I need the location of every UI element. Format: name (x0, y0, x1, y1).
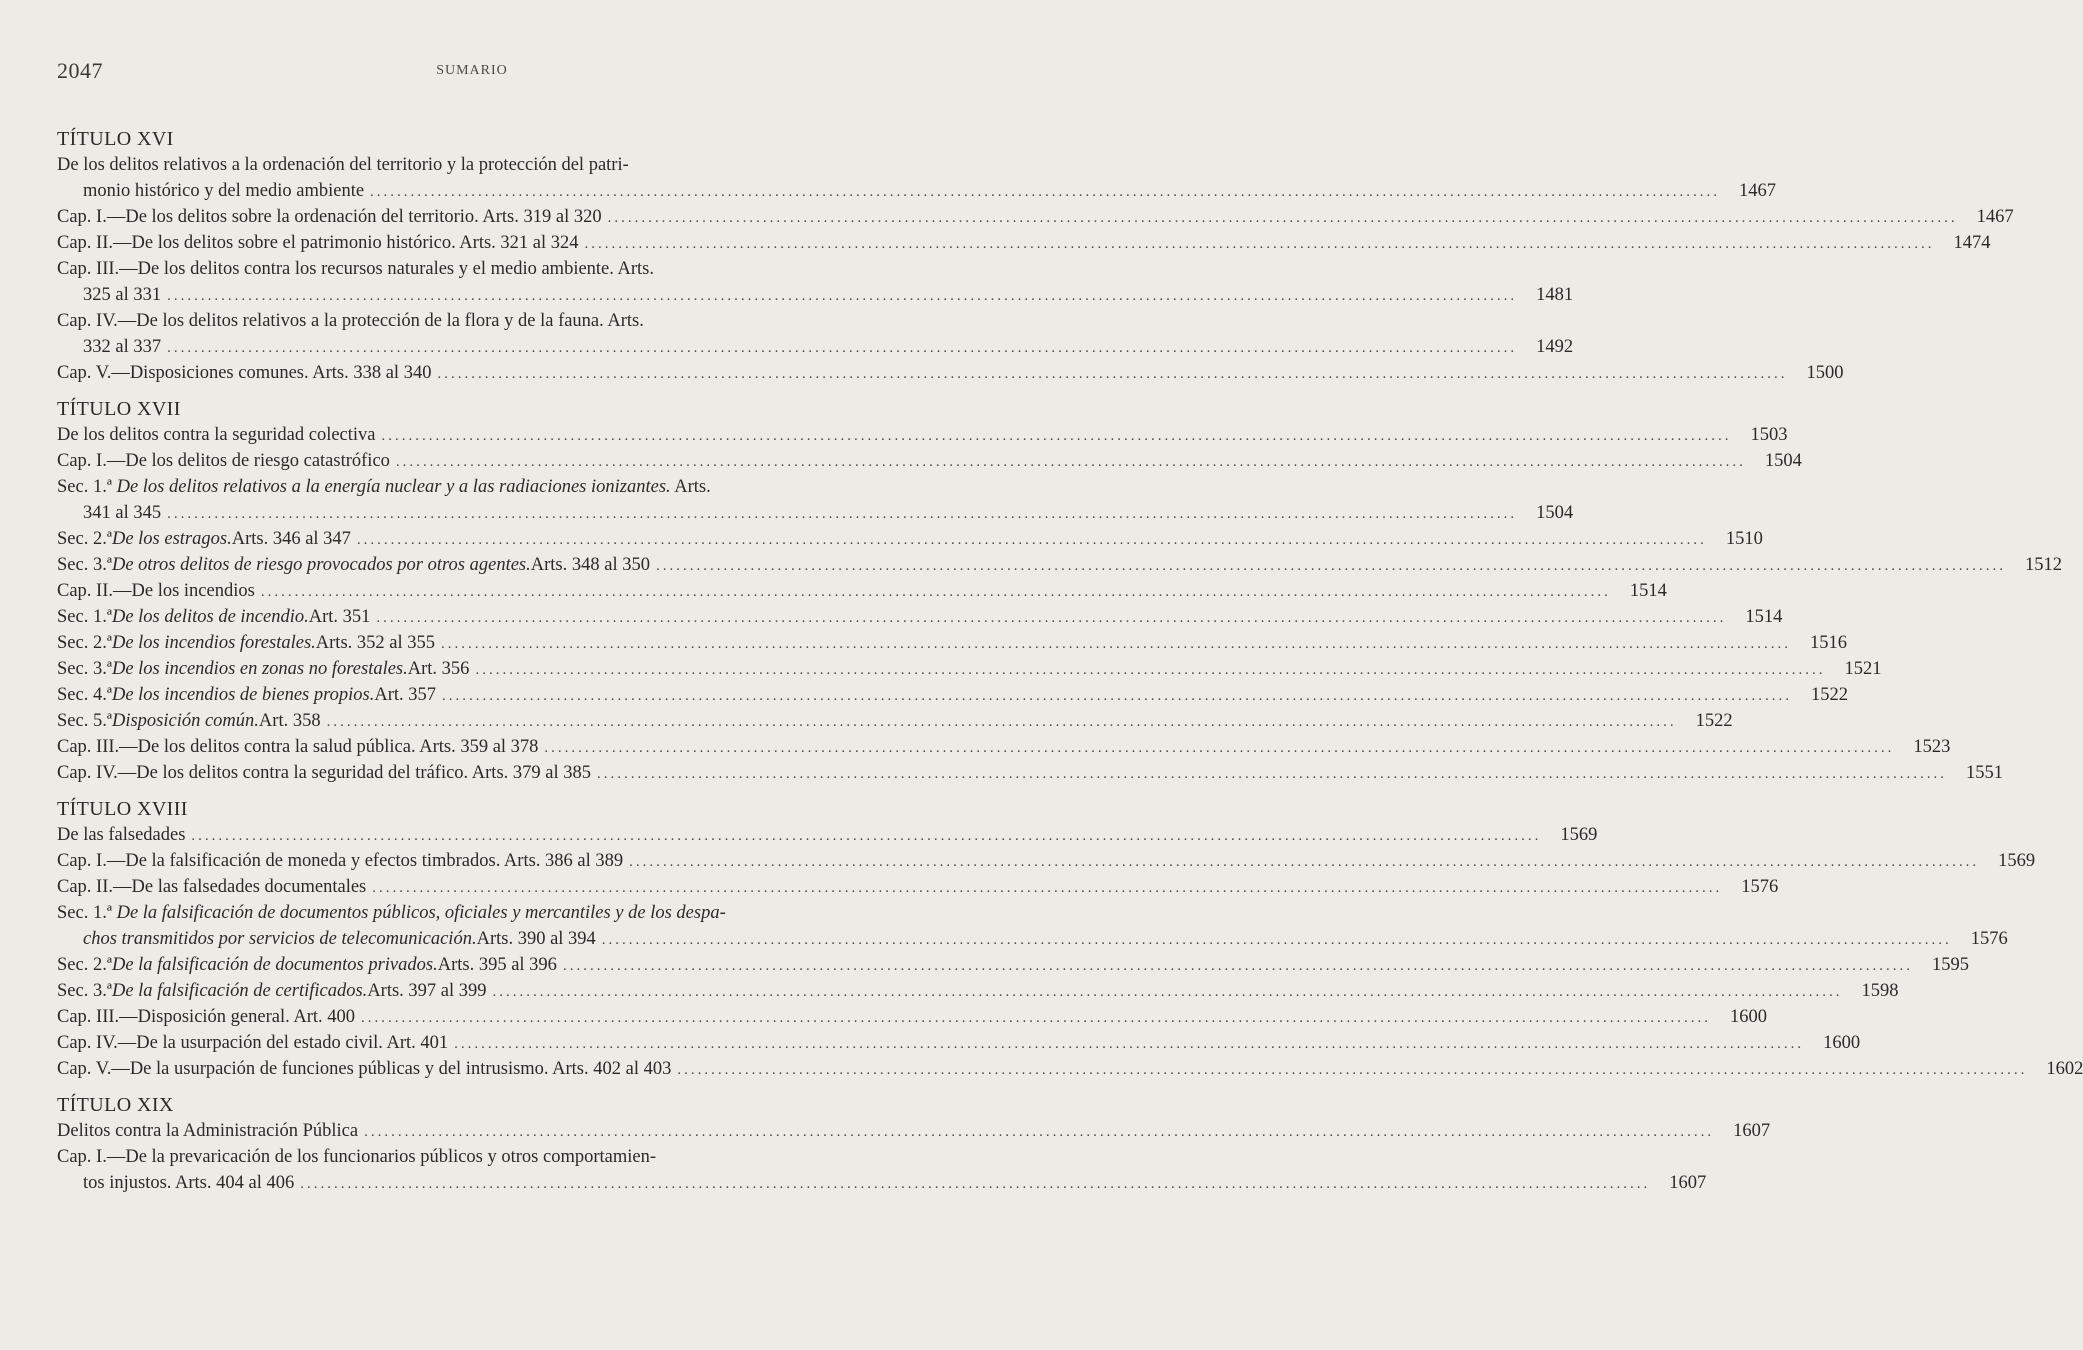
page-ref: 1500 (1806, 363, 1844, 383)
toc-section (57, 796, 2083, 1082)
toc-entry (57, 1056, 2083, 1082)
toc-section (57, 396, 2062, 786)
entry-text: De los delitos relativos a la ordenación del territorio y la protección del patri- (57, 155, 629, 175)
dot-leader: ........................................................................................................................................................................................................ (260, 584, 1611, 600)
entry-prefix: Cap. III.—Disposición general. Art. 400 (57, 1007, 355, 1027)
dot-leader: ........................................................................................................................................................................................................ (326, 714, 1677, 730)
entry-line (57, 500, 1574, 526)
toc-section (57, 1092, 1771, 1196)
entry-prefix: Sec. 3.ª (57, 659, 112, 679)
dot-leader: ........................................................................................................................................................................................................ (370, 184, 1721, 200)
toc-section (57, 126, 2014, 386)
toc-entry (57, 256, 1574, 308)
page-ref: 1504 (1764, 451, 1802, 471)
entry-title: De la falsificación de documentos privados. (111, 955, 438, 975)
entry-title: Disposición común. (111, 711, 259, 731)
entry-prefix: Cap. I.—De los delitos de riesgo catastrófico (57, 451, 390, 471)
entry-prefix: De las falsedades (57, 825, 186, 845)
toc-entry (57, 308, 1574, 360)
dot-leader: ........................................................................................................................................................................................................ (562, 958, 1913, 974)
toc-entry (57, 1144, 1707, 1196)
entry-prefix: Sec. 1.ª (57, 607, 112, 627)
toc-entry (57, 578, 1667, 604)
dot-leader: ........................................................................................................................................................................................................ (492, 984, 1843, 1000)
toc-entry (57, 448, 1802, 474)
dot-leader: ........................................................................................................................................................................................................ (454, 1036, 1805, 1052)
entry-prefix: Cap. II.—De las falsedades documentales (57, 877, 367, 897)
dot-leader: ........................................................................................................................................................................................................ (544, 740, 1895, 756)
entry-text: Arts. 395 al 396 (437, 955, 557, 975)
toc-entry (57, 952, 1969, 978)
dot-leader: ........................................................................................................................................................................................................ (372, 880, 1723, 896)
page-ref: 1523 (1913, 737, 1951, 757)
page-ref: 1492 (1536, 337, 1574, 357)
dot-leader: ........................................................................................................................................................................................................ (677, 1062, 2028, 1078)
page-ref: 1607 (1669, 1173, 1707, 1193)
entry-prefix: Sec. 1.ª (57, 903, 117, 923)
entry-text: Art. 351 (308, 607, 371, 627)
page-ref: 1467 (1976, 207, 2014, 227)
toc-entry (57, 848, 2036, 874)
page-number: 2047 (57, 58, 103, 83)
entry-prefix: Sec. 2.ª (57, 529, 112, 549)
entry-line (57, 334, 1574, 360)
entry-line (57, 1170, 1707, 1196)
entry-prefix: Delitos contra la Administración Pública (57, 1121, 359, 1141)
entry-prefix: Cap. IV.—De la usurpación del estado civil. Art. 401 (57, 1033, 449, 1053)
entry-text: Cap. II.—De los delitos sobre el patrimonio histórico. Arts. 321 al 324 (57, 233, 579, 253)
entry-prefix: Sec. 1.ª (57, 477, 117, 497)
entry-text: Arts. 346 al 347 (231, 529, 351, 549)
section-heading: TÍTULO XIX (57, 1094, 174, 1116)
page-ref: 1576 (1970, 929, 2008, 949)
page-ref: 1503 (1750, 425, 1788, 445)
entry-line (57, 152, 887, 178)
entry-prefix: Cap. I.—De la falsificación de moneda y efectos timbrados. Arts. 386 al 389 (57, 851, 624, 871)
toc-entry (57, 1004, 1767, 1030)
toc-entry (57, 900, 2008, 952)
entry-title: De los incendios forestales. (111, 633, 316, 653)
page-ref: 1598 (1861, 981, 1899, 1001)
dot-leader: ........................................................................................................................................................................................................ (655, 558, 2006, 574)
entry-text: Art. 358 (258, 711, 321, 731)
page-ref: 1516 (1810, 633, 1847, 653)
entry-line (57, 1144, 887, 1170)
toc-entry (57, 874, 1779, 900)
dot-leader: ........................................................................................................................................................................................................ (376, 610, 1727, 626)
dot-leader: ........................................................................................................................................................................................................ (441, 636, 1791, 652)
entry-prefix: Sec. 2.ª (57, 955, 112, 975)
toc-entry (57, 1030, 1861, 1056)
section-heading: TÍTULO XVIII (57, 798, 188, 820)
page-ref: 1510 (1725, 529, 1763, 549)
dot-leader: ........................................................................................................................................................................................................ (167, 340, 1518, 356)
dot-leader: ........................................................................................................................................................................................................ (167, 288, 1518, 304)
dot-leader: ........................................................................................................................................................................................................ (629, 854, 1980, 870)
dot-leader: ........................................................................................................................................................................................................ (364, 1124, 1715, 1140)
page-ref: 1600 (1730, 1007, 1767, 1027)
dot-leader: ........................................................................................................................................................................................................ (601, 932, 1952, 948)
entry-text: tos injustos. Arts. 404 al 406 (83, 1173, 295, 1193)
entry-text: Cap. IV.—De los delitos relativos a la protección de la flora y de la fauna. Arts. (57, 311, 644, 331)
entry-title: De la falsificación de certificados. (111, 981, 368, 1001)
page-ref: 1602 (2046, 1059, 2083, 1079)
entry-title: De otros delitos de riesgo provocados por otros agentes. (111, 555, 531, 575)
entry-prefix: Sec. 5.ª (57, 711, 112, 731)
entry-text: Cap. I.—De la prevaricación de los funcionarios públicos y otros comportamien- (57, 1147, 657, 1167)
toc-entry (57, 682, 1849, 708)
toc-entry (57, 604, 1783, 630)
entry-text: Arts. 390 al 394 (476, 929, 596, 949)
entry-line (57, 474, 887, 500)
dot-leader: ........................................................................................................................................................................................................ (167, 506, 1518, 522)
page-ref: 1467 (1739, 181, 1777, 201)
entry-prefix: Cap. V.—De la usurpación de funciones públicas y del intrusismo. Arts. 402 al 403 (57, 1059, 672, 1079)
toc-entry (57, 1118, 1771, 1144)
dot-leader: ........................................................................................................................................................................................................ (442, 688, 1793, 704)
toc-entry (57, 978, 1899, 1004)
entry-prefix: Cap. II.—De los incendios (57, 581, 255, 601)
dot-leader: ........................................................................................................................................................................................................ (395, 454, 1746, 470)
entry-prefix: Sec. 3.ª (57, 555, 112, 575)
dot-leader: ........................................................................................................................................................................................................ (584, 236, 1935, 252)
toc-entry (57, 656, 1882, 682)
toc-entry (57, 204, 2014, 230)
entry-text: monio histórico y del medio ambiente (83, 181, 365, 201)
entry-prefix: Sec. 4.ª (57, 685, 112, 705)
page-ref: 1481 (1536, 285, 1574, 305)
toc-entry (57, 552, 2062, 578)
dot-leader: ........................................................................................................................................................................................................ (607, 210, 1958, 226)
toc-entry (57, 474, 1574, 526)
entry-text: Cap. I.—De los delitos sobre la ordenación del territorio. Arts. 319 al 320 (57, 207, 602, 227)
page-ref: 1474 (1953, 233, 1991, 253)
entry-prefix: Sec. 2.ª (57, 633, 112, 653)
page-ref: 1514 (1745, 607, 1783, 627)
running-title: SUMARIO (436, 63, 508, 78)
page-ref: 1576 (1741, 877, 1779, 897)
page-ref: 1569 (1560, 825, 1598, 845)
dot-leader: ........................................................................................................................................................................................................ (361, 1010, 1711, 1026)
page-ref: 1600 (1823, 1033, 1861, 1053)
page-ref: 1569 (1998, 851, 2036, 871)
entry-line (57, 282, 1574, 308)
entry-title: De los incendios en zonas no forestales. (111, 659, 408, 679)
entry-text: Art. 356 (407, 659, 470, 679)
page-ref: 1551 (1966, 763, 2003, 783)
entry-suffix: Arts. (670, 477, 711, 497)
toc-entry (57, 734, 1951, 760)
toc-entry (57, 526, 1763, 552)
toc-entry (57, 152, 1777, 204)
page-ref: 1514 (1629, 581, 1667, 601)
toc-entry (57, 708, 1733, 734)
entry-prefix: Cap. III.—De los delitos contra la salud pública. Arts. 359 al 378 (57, 737, 539, 757)
table-of-contents (57, 126, 2083, 1206)
entry-line (57, 308, 887, 334)
entry-line (57, 178, 1777, 204)
entry-prefix: De los delitos contra la seguridad colectiva (57, 425, 376, 445)
toc-entry (57, 360, 1844, 386)
dot-leader: ........................................................................................................................................................................................................ (191, 828, 1542, 844)
toc-entry (57, 760, 2003, 786)
entry-text: Arts. 397 al 399 (367, 981, 487, 1001)
entry-title: De la falsificación de documentos públicos, oficiales y mercantiles y de los despa- (116, 903, 726, 923)
entry-text: Cap. III.—De los delitos contra los recursos naturales y el medio ambiente. Arts. (57, 259, 654, 279)
dot-leader: ........................................................................................................................................................................................................ (356, 532, 1707, 548)
entry-text: Cap. V.—Disposiciones comunes. Arts. 338 al 340 (57, 363, 432, 383)
dot-leader: ........................................................................................................................................................................................................ (381, 428, 1732, 444)
page-ref: 1595 (1931, 955, 1969, 975)
entry-prefix: Cap. IV.—De los delitos contra la seguridad del tráfico. Arts. 379 al 385 (57, 763, 591, 783)
dot-leader: ........................................................................................................................................................................................................ (300, 1176, 1651, 1192)
entry-text: Arts. 348 al 350 (530, 555, 650, 575)
page-ref: 1607 (1733, 1121, 1771, 1141)
entry-text: 332 al 337 (83, 337, 162, 357)
entry-title: chos transmitidos por servicios de telecomunicación. (83, 929, 477, 949)
page-ref: 1504 (1536, 503, 1574, 523)
entry-line (57, 256, 887, 282)
toc-entry (57, 230, 1991, 256)
entry-text: Arts. 352 al 355 (315, 633, 435, 653)
dot-leader: ........................................................................................................................................................................................................ (475, 662, 1826, 678)
toc-entry (57, 630, 1847, 656)
toc-entry (57, 822, 1598, 848)
page-header (57, 58, 887, 86)
dot-leader: ........................................................................................................................................................................................................ (597, 766, 1947, 782)
page-ref: 1521 (1844, 659, 1882, 679)
entry-title: De los estragos. (111, 529, 232, 549)
dot-leader: ........................................................................................................................................................................................................ (437, 366, 1788, 382)
page-ref: 1522 (1811, 685, 1849, 705)
toc-entry (57, 422, 1788, 448)
entry-line (57, 900, 887, 926)
page-ref: 1522 (1695, 711, 1733, 731)
entry-text: 341 al 345 (83, 503, 162, 523)
entry-text: Art. 357 (374, 685, 437, 705)
section-heading: TÍTULO XVI (57, 128, 174, 150)
section-heading: TÍTULO XVII (57, 398, 181, 420)
entry-title: De los delitos de incendio. (111, 607, 309, 627)
entry-prefix: Sec. 3.ª (57, 981, 112, 1001)
entry-title: De los incendios de bienes propios. (111, 685, 375, 705)
entry-text: 325 al 331 (83, 285, 162, 305)
page-ref: 1512 (2024, 555, 2062, 575)
entry-line (57, 926, 2008, 952)
entry-title: De los delitos relativos a la energía nuclear y a las radiaciones ionizantes. (116, 477, 671, 497)
